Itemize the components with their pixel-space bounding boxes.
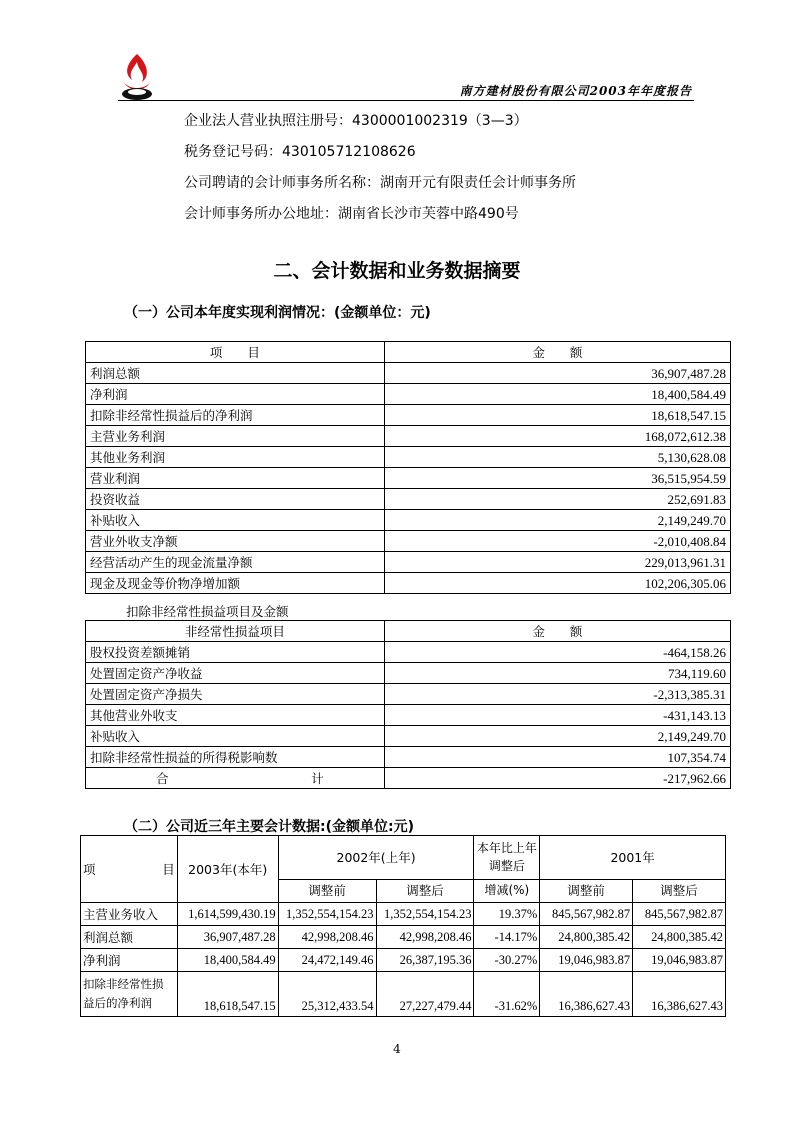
row-2002-before: 1,352,554,154.23 bbox=[278, 903, 376, 926]
info-license-number: 企业法人营业执照注册号：4300001002319（3—3） bbox=[184, 113, 528, 129]
header-2001: 2001年 bbox=[540, 836, 726, 880]
row-label: 其他营业外收支 bbox=[86, 705, 385, 726]
table-row bbox=[81, 926, 726, 949]
row-2001-after: 19,046,983.87 bbox=[633, 949, 726, 972]
total-label-left: 合 bbox=[156, 770, 169, 786]
row-label: 主营业务收入 bbox=[81, 903, 178, 926]
row-value: -2,010,408.84 bbox=[384, 531, 730, 552]
row-label: 补贴收入 bbox=[86, 726, 385, 747]
row-value: 168,072,612.38 bbox=[384, 426, 730, 447]
row-change: 19.37% bbox=[474, 903, 540, 926]
row-label: 营业利润 bbox=[86, 468, 385, 489]
three-year-table bbox=[80, 835, 726, 1017]
row-2001-before: 19,046,983.87 bbox=[540, 949, 633, 972]
section-title: 二、会计数据和业务数据摘要 bbox=[273, 260, 521, 282]
row-label: 净利润 bbox=[81, 949, 178, 972]
header-item: 项 目 bbox=[86, 342, 385, 363]
row-2002-after: 1,352,554,154.23 bbox=[376, 903, 474, 926]
row-label: 主营业务利润 bbox=[86, 426, 385, 447]
header-2003: 2003年(本年) bbox=[177, 836, 278, 903]
header-item-left: 项 bbox=[83, 861, 96, 877]
total-label-right: 计 bbox=[311, 770, 324, 786]
table-row bbox=[86, 447, 731, 468]
row-value: 229,013,961.31 bbox=[384, 552, 730, 573]
subsection-three-year-title: （二）公司近三年主要会计数据:(金额单位:元) bbox=[124, 819, 414, 835]
nonrecurring-caption: 扣除非经常性损益项目及金额 bbox=[126, 604, 289, 619]
header-2001-after: 调整后 bbox=[633, 879, 726, 902]
row-2003: 36,907,487.28 bbox=[177, 926, 278, 949]
table-row bbox=[86, 489, 731, 510]
row-2001-before: 24,800,385.42 bbox=[540, 926, 633, 949]
table-row bbox=[86, 405, 731, 426]
table-row bbox=[86, 426, 731, 447]
row-label: 处置固定资产净收益 bbox=[86, 663, 385, 684]
header-amount: 金 额 bbox=[384, 621, 730, 642]
row-value: 2,149,249.70 bbox=[384, 726, 730, 747]
row-2002-after: 26,387,195.36 bbox=[376, 949, 474, 972]
row-label: 利润总额 bbox=[81, 926, 178, 949]
row-value: 107,354.74 bbox=[384, 747, 730, 768]
table-row bbox=[86, 531, 731, 552]
row-value: 36,907,487.28 bbox=[384, 363, 730, 384]
row-label: 扣除非经常性损益后的净利润 bbox=[86, 405, 385, 426]
header-change: 本年比上年调整后 bbox=[474, 836, 540, 880]
row-label: 营业外收支净额 bbox=[86, 531, 385, 552]
table-row bbox=[86, 642, 731, 663]
row-label: 利润总额 bbox=[86, 363, 385, 384]
table-row bbox=[86, 684, 731, 705]
table-header-row bbox=[86, 342, 731, 363]
table-header-row bbox=[81, 836, 726, 880]
row-value: 734,119.60 bbox=[384, 663, 730, 684]
row-value: 18,400,584.49 bbox=[384, 384, 730, 405]
row-2001-after: 24,800,385.42 bbox=[633, 926, 726, 949]
row-label: 现金及现金等价物净增加额 bbox=[86, 573, 385, 594]
table-row bbox=[86, 747, 731, 768]
row-2002-after: 27,227,479.44 bbox=[376, 972, 474, 1017]
header-item: 非经常性损益项目 bbox=[86, 621, 385, 642]
header-divider bbox=[118, 100, 694, 101]
table-row bbox=[86, 726, 731, 747]
table-row bbox=[81, 949, 726, 972]
row-change: -31.62% bbox=[474, 972, 540, 1017]
table-row bbox=[81, 903, 726, 926]
table-header-row bbox=[86, 621, 731, 642]
row-label: 补贴收入 bbox=[86, 510, 385, 531]
header-2002-before: 调整前 bbox=[278, 879, 376, 902]
table-row bbox=[86, 573, 731, 594]
row-2003: 1,614,599,430.19 bbox=[177, 903, 278, 926]
report-header-title: 南方建材股份有限公司2003年年度报告 bbox=[459, 84, 692, 98]
row-value: 252,691.83 bbox=[384, 489, 730, 510]
row-value: -431,143.13 bbox=[384, 705, 730, 726]
row-2001-after: 16,386,627.43 bbox=[633, 972, 726, 1017]
info-auditor-address: 会计师事务所办公地址：湖南省长沙市芙蓉中路490号 bbox=[184, 206, 519, 222]
row-label: 投资收益 bbox=[86, 489, 385, 510]
row-label: 其他业务利润 bbox=[86, 447, 385, 468]
row-value: 5,130,628.08 bbox=[384, 447, 730, 468]
row-2001-after: 845,567,982.87 bbox=[633, 903, 726, 926]
row-change: -14.17% bbox=[474, 926, 540, 949]
page-number: 4 bbox=[393, 1042, 401, 1056]
table-row bbox=[86, 552, 731, 573]
row-label: 扣除非经常性损益的所得税影响数 bbox=[86, 747, 385, 768]
table-row bbox=[86, 663, 731, 684]
row-value: 36,515,954.59 bbox=[384, 468, 730, 489]
row-value: -2,313,385.31 bbox=[384, 684, 730, 705]
row-2001-before: 845,567,982.87 bbox=[540, 903, 633, 926]
table-row bbox=[86, 468, 731, 489]
header-item bbox=[81, 836, 178, 903]
row-2001-before: 16,386,627.43 bbox=[540, 972, 633, 1017]
header-2001-before: 调整前 bbox=[540, 879, 633, 902]
row-2002-after: 42,998,208.46 bbox=[376, 926, 474, 949]
row-label: 处置固定资产净损失 bbox=[86, 684, 385, 705]
header-2002-after: 调整后 bbox=[376, 879, 474, 902]
header-2002: 2002年(上年) bbox=[278, 836, 474, 880]
table-row bbox=[86, 705, 731, 726]
row-value: 102,206,305.06 bbox=[384, 573, 730, 594]
row-2003: 18,618,547.15 bbox=[177, 972, 278, 1017]
row-label: 经营活动产生的现金流量净额 bbox=[86, 552, 385, 573]
header-amount: 金 额 bbox=[384, 342, 730, 363]
info-tax-number: 税务登记号码：430105712108626 bbox=[184, 144, 416, 160]
row-value: 18,618,547.15 bbox=[384, 405, 730, 426]
nonrecurring-table bbox=[85, 620, 731, 789]
total-row bbox=[86, 768, 731, 789]
row-value: -464,158.26 bbox=[384, 642, 730, 663]
table-row bbox=[86, 510, 731, 531]
total-label bbox=[86, 768, 385, 789]
row-2002-before: 42,998,208.46 bbox=[278, 926, 376, 949]
row-label: 净利润 bbox=[86, 384, 385, 405]
row-change: -30.27% bbox=[474, 949, 540, 972]
total-value: -217,962.66 bbox=[384, 768, 730, 789]
table-row bbox=[81, 972, 726, 1017]
info-auditor-name: 公司聘请的会计师事务所名称：湖南开元有限责任会计师事务所 bbox=[184, 175, 576, 191]
row-2002-before: 24,472,149.46 bbox=[278, 949, 376, 972]
row-value: 2,149,249.70 bbox=[384, 510, 730, 531]
row-2003: 18,400,584.49 bbox=[177, 949, 278, 972]
subsection-profit-title: （一）公司本年度实现利润情况：(金额单位：元) bbox=[124, 305, 431, 321]
row-2002-before: 25,312,433.54 bbox=[278, 972, 376, 1017]
row-label: 扣除非经常性损益后的净利润 bbox=[81, 972, 178, 1017]
row-label: 股权投资差额摊销 bbox=[86, 642, 385, 663]
header-item-right: 目 bbox=[162, 861, 175, 877]
header-change-percent: 增减(%) bbox=[474, 879, 540, 902]
profit-table bbox=[85, 341, 731, 594]
table-row bbox=[86, 384, 731, 405]
company-logo bbox=[118, 52, 156, 102]
table-row bbox=[86, 363, 731, 384]
